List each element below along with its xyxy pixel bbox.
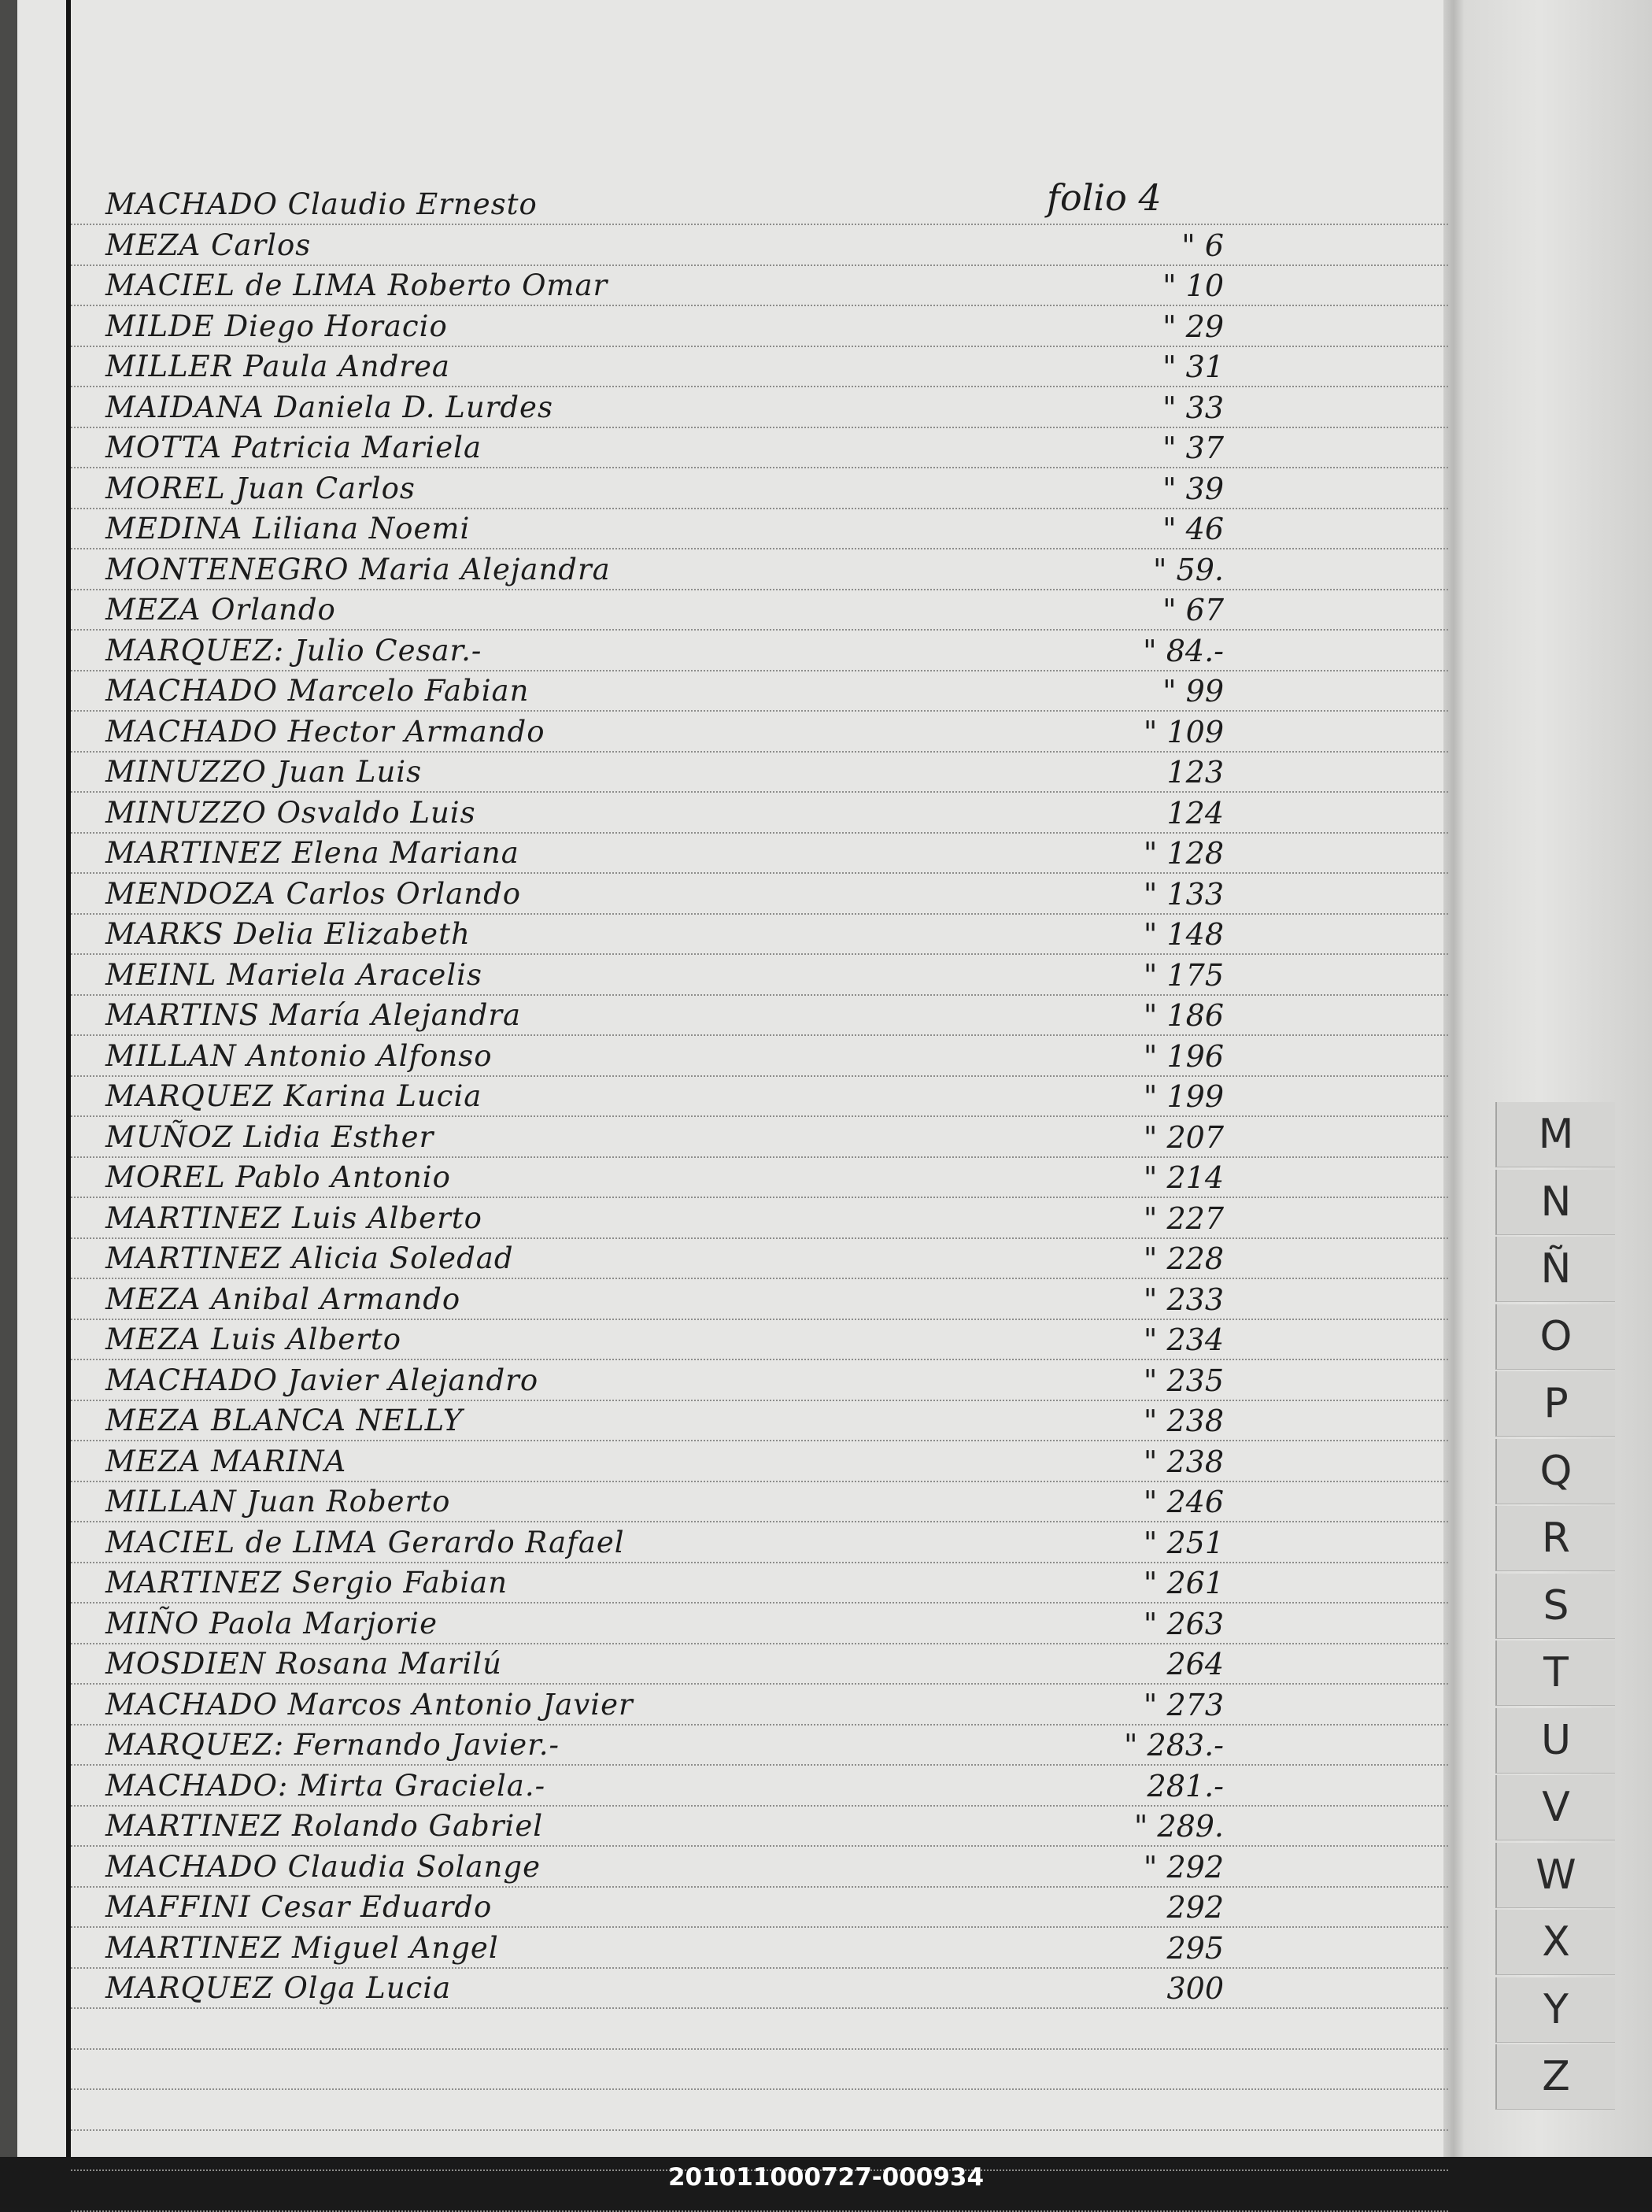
index-tab-1[interactable]: M (1495, 1102, 1615, 1167)
entry-folio: " 186 (1143, 998, 1224, 1033)
entry-name: MEZA BLANCA NELLY (105, 1404, 464, 1437)
ruled-line (71, 1521, 1448, 1522)
entry-name: MAFFINI Cesar Eduardo (105, 1890, 493, 1924)
entry-name: MILDE Diego Horacio (105, 309, 448, 343)
index-tab-13[interactable]: X (1495, 1910, 1615, 1975)
folio-header: folio 4 (1047, 176, 1162, 219)
ruled-line (71, 1400, 1448, 1401)
ruled-line (71, 1683, 1448, 1685)
entry-name: MACHADO Javier Alejandro (105, 1363, 539, 1397)
entry-name: MEZA Orlando (105, 593, 336, 627)
index-tab-10[interactable]: U (1495, 1708, 1615, 1774)
entry-name: MEZA Carlos (105, 227, 312, 262)
ruled-line (71, 2007, 1448, 2009)
entry-name: MACHADO Marcelo Fabian (105, 674, 530, 708)
entry-folio: " 10 (1162, 268, 1224, 303)
index-tab-2[interactable]: N (1495, 1170, 1615, 1235)
entry-folio: " 251 (1143, 1525, 1224, 1560)
entry-name: MEZA Anibal Armando (105, 1282, 461, 1316)
entry-folio: " 46 (1162, 512, 1224, 546)
entry-folio: " 128 (1143, 836, 1224, 871)
entry-name: MONTENEGRO Maria Alejandra (105, 552, 611, 586)
entry-name: MACHADO Hector Armando (105, 714, 545, 749)
entry-folio: " 261 (1143, 1566, 1224, 1600)
entry-folio: " 67 (1162, 593, 1224, 627)
entry-name: MACHADO Marcos Antonio Javier (105, 1687, 634, 1722)
entry-folio: " 31 (1162, 350, 1224, 384)
ruled-line (71, 2048, 1448, 2050)
entry-name: MEZA Luis Alberto (105, 1322, 402, 1356)
ruled-line (71, 1562, 1448, 1563)
entry-folio: " 196 (1143, 1038, 1224, 1074)
entry-folio: " 235 (1143, 1363, 1224, 1398)
entry-folio: " 292 (1143, 1849, 1224, 1885)
index-tab-3[interactable]: Ñ (1495, 1237, 1615, 1302)
entry-folio: " 37 (1162, 431, 1224, 465)
index-tab-15[interactable]: Z (1495, 2044, 1615, 2110)
entry-name: MARTINEZ Luis Alberto (105, 1200, 482, 1235)
entry-name: MOREL Pablo Antonio (105, 1160, 451, 1194)
ruled-line (71, 1359, 1448, 1360)
entry-name: MINUZZO Juan Luis (105, 755, 423, 789)
entry-folio: 264 (1166, 1647, 1224, 1681)
ruled-line (71, 1764, 1448, 1766)
entry-name: MEZA MARINA (105, 1444, 347, 1478)
entry-name: MARTINEZ Rolando Gabriel (105, 1809, 544, 1843)
ruled-line (71, 1481, 1448, 1482)
ruled-line (71, 1967, 1448, 1969)
entry-folio: " 133 (1143, 876, 1224, 912)
index-tab-11[interactable]: V (1495, 1775, 1615, 1840)
entry-folio: 123 (1166, 755, 1224, 790)
entry-name: MARTINEZ Elena Mariana (105, 836, 519, 870)
index-tab-4[interactable]: O (1495, 1304, 1615, 1370)
entry-folio: 124 (1166, 795, 1224, 830)
index-tab-14[interactable]: Y (1495, 1977, 1615, 2043)
entry-folio: " 33 (1162, 390, 1224, 425)
entry-name: MEINL Mariela Aracelis (105, 957, 482, 992)
ruled-line (71, 1886, 1448, 1888)
entry-name: MOSDIEN Rosana Marilú (105, 1647, 502, 1681)
ruled-line (71, 2129, 1448, 2131)
entry-name: MENDOZA Carlos Orlando (105, 876, 522, 911)
entry-name: MINUZZO Osvaldo Luis (105, 795, 476, 830)
ruled-line (71, 1602, 1448, 1604)
entry-folio: " 234 (1143, 1322, 1224, 1357)
entry-folio: 292 (1166, 1890, 1224, 1925)
ruled-line (71, 1643, 1448, 1644)
ruled-line (71, 264, 1448, 266)
ruled-line (71, 1724, 1448, 1726)
index-tab-5[interactable]: P (1495, 1371, 1615, 1437)
entry-folio: " 99 (1162, 674, 1224, 708)
entry-folio: " 199 (1143, 1079, 1224, 1114)
ruled-line (71, 1237, 1448, 1239)
ruled-line (71, 224, 1448, 225)
entry-name: MARTINS María Alejandra (105, 998, 522, 1032)
ruled-line (71, 953, 1448, 955)
entry-name: MILLAN Antonio Alfonso (105, 1038, 493, 1073)
entry-folio: " 214 (1143, 1160, 1224, 1195)
entry-name: MARQUEZ Karina Lucia (105, 1079, 482, 1113)
ruled-line (71, 1034, 1448, 1036)
entry-name: MILLER Paula Andrea (105, 350, 450, 383)
entry-name: MACIEL de LIMA Gerardo Rafael (105, 1525, 625, 1559)
ruled-line (71, 1926, 1448, 1928)
ruled-line (71, 994, 1448, 996)
entry-folio: " 273 (1143, 1687, 1224, 1722)
ruled-line (71, 751, 1448, 753)
ruled-line (71, 1440, 1448, 1441)
margin-line (66, 0, 71, 2157)
index-tab-7[interactable]: R (1495, 1506, 1615, 1571)
ruled-line (71, 508, 1448, 509)
ruled-line (71, 467, 1448, 468)
entry-name: MARTINEZ Miguel Angel (105, 1930, 499, 1965)
ruled-line (71, 710, 1448, 712)
entry-name: MACHADO Claudio Ernesto (105, 187, 538, 221)
entry-name: MARKS Delia Elizabeth (105, 917, 471, 951)
entry-folio: " 109 (1143, 714, 1224, 749)
ruled-line (71, 1278, 1448, 1279)
entry-name: MACIEL de LIMA Roberto Omar (105, 268, 608, 302)
ruled-line (71, 791, 1448, 793)
entry-name: MARTINEZ Alicia Soledad (105, 1241, 514, 1275)
ruled-line (71, 1115, 1448, 1117)
binding-gap (1443, 0, 1464, 2157)
entry-folio: " 263 (1143, 1606, 1224, 1641)
ruled-line (71, 589, 1448, 590)
ruled-line (71, 386, 1448, 387)
entry-folio: " 84.- (1143, 633, 1224, 668)
entry-folio: " 238 (1143, 1444, 1224, 1479)
ruled-line (71, 1197, 1448, 1198)
entry-name: MARTINEZ Sergio Fabian (105, 1566, 508, 1600)
ruled-line (71, 670, 1448, 671)
ruled-line (71, 1156, 1448, 1158)
ruled-line (71, 872, 1448, 874)
entry-name: MUÑOZ Lidia Esther (105, 1119, 434, 1154)
entry-folio: " 175 (1143, 957, 1224, 993)
entry-folio: " 6 (1181, 227, 1224, 263)
ruled-line (71, 832, 1448, 834)
entry-folio: " 39 (1162, 471, 1224, 506)
ruled-line (71, 548, 1448, 549)
ruled-line (71, 1075, 1448, 1077)
entry-folio: " 207 (1143, 1119, 1224, 1155)
ruled-line (71, 2210, 1448, 2212)
entry-name: MARQUEZ: Fernando Javier.- (105, 1728, 560, 1762)
entry-name: MARQUEZ: Julio Cesar.- (105, 633, 482, 668)
entry-name: MEDINA Liliana Noemi (105, 512, 471, 546)
entry-name: MIÑO Paola Marjorie (105, 1606, 438, 1641)
entry-name: MOTTA Patricia Mariela (105, 431, 482, 464)
index-tab-8[interactable]: S (1495, 1574, 1615, 1639)
entry-folio: 300 (1166, 1971, 1224, 2006)
entry-folio: " 246 (1143, 1485, 1224, 1519)
page-edge (0, 0, 17, 2157)
entry-folio: " 283.- (1123, 1728, 1224, 1763)
entry-name: MAIDANA Daniela D. Lurdes (105, 390, 553, 424)
entry-folio: 295 (1166, 1930, 1224, 1966)
entry-name: MILLAN Juan Roberto (105, 1485, 451, 1518)
ruled-line (71, 1845, 1448, 1847)
entry-name: MACHADO: Mirta Graciela.- (105, 1768, 546, 1803)
ruled-line (71, 629, 1448, 631)
entry-name: MARQUEZ Olga Lucia (105, 1971, 452, 2005)
index-tab-6[interactable]: Q (1495, 1439, 1615, 1504)
index-tab-9[interactable]: T (1495, 1641, 1615, 1706)
ruled-line (71, 913, 1448, 915)
entry-folio: 281.- (1147, 1768, 1224, 1803)
ruled-line (71, 427, 1448, 428)
entry-name: MACHADO Claudia Solange (105, 1849, 541, 1884)
ruled-line (71, 1805, 1448, 1807)
ruled-line (71, 2088, 1448, 2090)
document-id: 201011000727-000934 (667, 2163, 985, 2192)
ruled-line (71, 1319, 1448, 1320)
entry-name: MOREL Juan Carlos (105, 471, 416, 505)
ruled-line (71, 305, 1448, 306)
ruled-line (71, 346, 1448, 347)
entry-folio: " 59. (1153, 552, 1224, 587)
index-tab-12[interactable]: W (1495, 1843, 1615, 1908)
entry-folio: " 228 (1143, 1241, 1224, 1276)
entry-folio: " 233 (1143, 1282, 1224, 1317)
entry-folio: " 238 (1143, 1404, 1224, 1438)
entry-folio: " 289. (1133, 1809, 1224, 1844)
entry-folio: " 29 (1162, 309, 1224, 344)
entry-folio: " 227 (1143, 1200, 1224, 1236)
entry-folio: " 148 (1143, 917, 1224, 952)
